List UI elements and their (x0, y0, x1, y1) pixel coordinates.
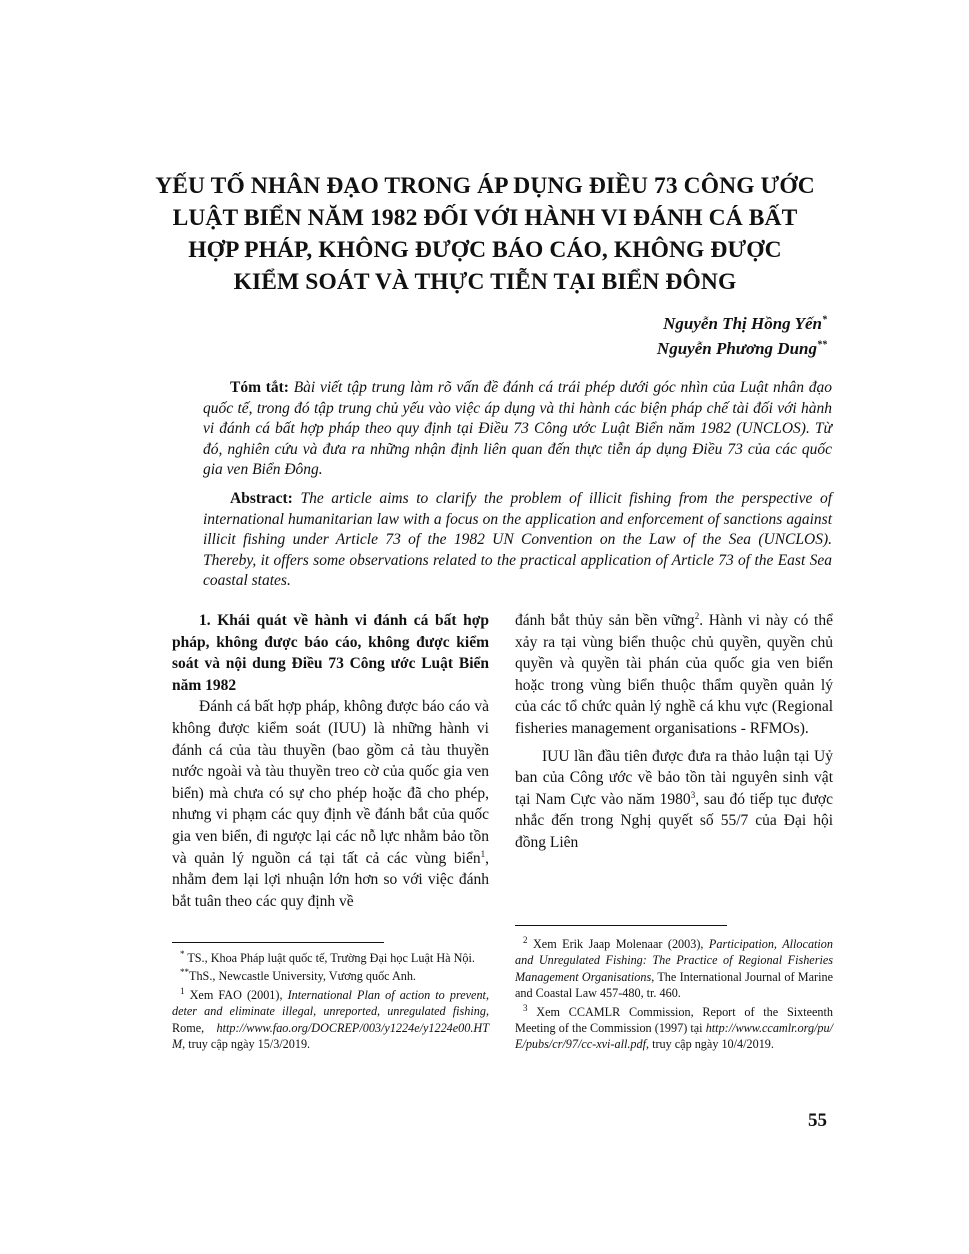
author-2-mark: ** (817, 339, 827, 351)
footnote-3-url[interactable]: http://www.ccamlr.org/pu/E/pubs/cr/97/cc-xvi-all.pdf (515, 1021, 833, 1052)
right-para2-text-b: , sau đó tiếp tục được nhắc đến trong Nghị quyết số 55/7 của Đại hội đồng Liên (515, 790, 833, 851)
right-para2-text-a: IUU lần đầu tiên được đưa ra thảo luận tại Uỷ ban của Công ước về bảo tồn tài nguyên sinh vật tại Nam Cực vào năm 1980 (515, 747, 833, 808)
title-line-4: KIỂM SOÁT VÀ THỰC TIỄN TẠI BIỂN ĐÔNG (233, 269, 737, 295)
author-2-name: Nguyễn Phương Dung (656, 339, 817, 358)
footnote-b (172, 968, 489, 984)
footnote-ref-2: 2 (694, 610, 700, 621)
abstract-en-text: The article aims to clarify the problem of illicit fishing from the perspective of international humanitarian law with a focus on the application and enforcement of sanctions against illicit fishing under Article 73 of the 1982 UN Convention on the Law of the Sea (UNCLOS). Thereby, it offers some observations related to the practical application of Article 73 of the East Sea coastal states. (203, 490, 832, 590)
footnote-1-mark: 1 (180, 985, 185, 996)
footnote-b-mark: ** (180, 967, 189, 978)
footnote-3-mark: 3 (523, 1002, 528, 1013)
title-line-1: YẾU TỐ NHÂN ĐẠO TRONG ÁP DỤNG ĐIỀU 73 CÔNG ƯỚC (155, 173, 815, 199)
abstract-en-label: Abstract: (230, 490, 293, 507)
right-para1-text-a: đánh bắt thủy sản bền vững (515, 612, 695, 629)
footnote-2-text-b: , The International Journal of Marine and Coastal Law 457-480, tr. 460. (515, 969, 833, 1001)
footnote-1-text-a: Xem FAO (2001), (189, 987, 288, 1002)
footnote-a (172, 950, 489, 966)
left-para-text-b: , nhằm đem lại lợi nhuận lớn hơn so với việc đánh bắt tuân theo các quy định về (172, 849, 489, 910)
right-para1-text-b: . Hành vi này có thể xảy ra tại vùng biển thuộc chủ quyền, quyền chủ quyền và quyền tài phán của quốc gia ven biển hoặc trong vùng biển thuộc thẩm quyền quản lý của các tổ chức quản lý nghề cá khu vực (Regional fisheries management organisations - RFMOs). (515, 612, 833, 737)
footnote-ref-3: 3 (690, 789, 696, 800)
author-1-mark: * (822, 314, 827, 326)
author-1-name: Nguyễn Thị Hồng Yến (663, 314, 822, 333)
left-column (172, 610, 489, 912)
right-paragraph-2 (515, 746, 833, 854)
right-column (515, 610, 833, 854)
footnote-1-url[interactable]: http://www.fao.org/DOCREP/003/y1224e/y1224e00.HTM (172, 1020, 489, 1052)
footnotes-right (515, 936, 833, 1055)
footnote-3 (515, 1004, 833, 1053)
footnotes-left (172, 950, 489, 1054)
abstract-vi-label: Tóm tắt: (230, 379, 289, 396)
footnote-rule-left (172, 942, 384, 943)
footnote-b-text: ThS., Newcastle University, Vương quốc Anh. (189, 969, 416, 984)
footnote-rule-right (515, 925, 727, 926)
title-line-2: LUẬT BIỂN NĂM 1982 ĐỐI VỚI HÀNH VI ĐÁNH CÁ BẤT (172, 205, 798, 231)
article-title (120, 170, 850, 298)
left-paragraph (172, 696, 489, 912)
footnote-2 (515, 936, 833, 1002)
footnote-2-mark: 2 (523, 934, 528, 945)
author-1 (663, 314, 827, 334)
footnote-2-text-a: Xem Erik Jaap Molenaar (2003), (532, 937, 709, 951)
footnote-1-text-b: , Rome, (172, 1004, 489, 1035)
author-2 (657, 339, 827, 359)
footnote-1-title: International Plan of action to prevent, deter and eliminate illegal, unreported, unregulated fishing (172, 987, 489, 1019)
page-number: 55 (808, 1110, 827, 1131)
abstract-en (203, 489, 832, 592)
right-paragraph-1 (515, 610, 833, 740)
footnote-3-text-a: Xem CCAMLR Commission, Report of the Sixteenth Meeting of the Commission (1997) tại (515, 1004, 833, 1036)
footnote-a-mark: * (180, 948, 185, 959)
left-para-text-a: Đánh cá bất hợp pháp, không được báo cáo và không được kiểm soát (IUU) là những hành vi đánh cá của tàu thuyền (bao gồm cả tàu thuyền nước ngoài và tàu thuyền treo cờ của quốc gia ven biển) mà chưa có sự cho phép hoặc đã cho phép, nhưng vi phạm các quy định về đánh bắt của quốc gia ven biển, đi ngược lại các nỗ lực nhằm bảo tồn và quản lý nguồn cá tại tất cả các vùng biển (172, 698, 489, 867)
title-line-3: HỢP PHÁP, KHÔNG ĐƯỢC BÁO CÁO, KHÔNG ĐƯỢC (188, 237, 782, 263)
footnote-ref-1: 1 (480, 848, 486, 859)
abstract-vi-text: Bài viết tập trung làm rõ vấn đề đánh cá trái phép dưới góc nhìn của Luật nhân đạo quốc tế, trong đó tập trung chủ yếu vào việc áp dụng và thi hành các biện pháp chế tài đối với hành vi đánh cá bất hợp pháp theo quy định tại Điều 73 Công ước Luật Biển năm 1982 (UNCLOS). Từ đó, nghiên cứu và đưa ra những nhận định liên quan đến thực tiễn áp dụng Điều 73 của các quốc gia ven Biển Đông. (203, 379, 833, 479)
footnote-3-text-b: , truy cập ngày 10/4/2019. (645, 1037, 774, 1052)
footnote-1 (172, 987, 489, 1053)
footnote-a-text: TS., Khoa Pháp luật quốc tế, Trường Đại học Luật Hà Nội. (187, 951, 475, 965)
abstract-vi (203, 378, 832, 481)
footnote-1-text-c: , truy cập ngày 15/3/2019. (182, 1037, 311, 1052)
section-heading: 1. Khái quát về hành vi đánh cá bất hợp pháp, không được báo cáo, không được kiểm soát và nội dung Điều 73 Công ước Luật Biển năm 1982 (172, 612, 489, 694)
footnote-2-title: Participation, Allocation and Unregulated Fishing: The Practice of Regional Fisheries Management Organisations (515, 937, 833, 984)
